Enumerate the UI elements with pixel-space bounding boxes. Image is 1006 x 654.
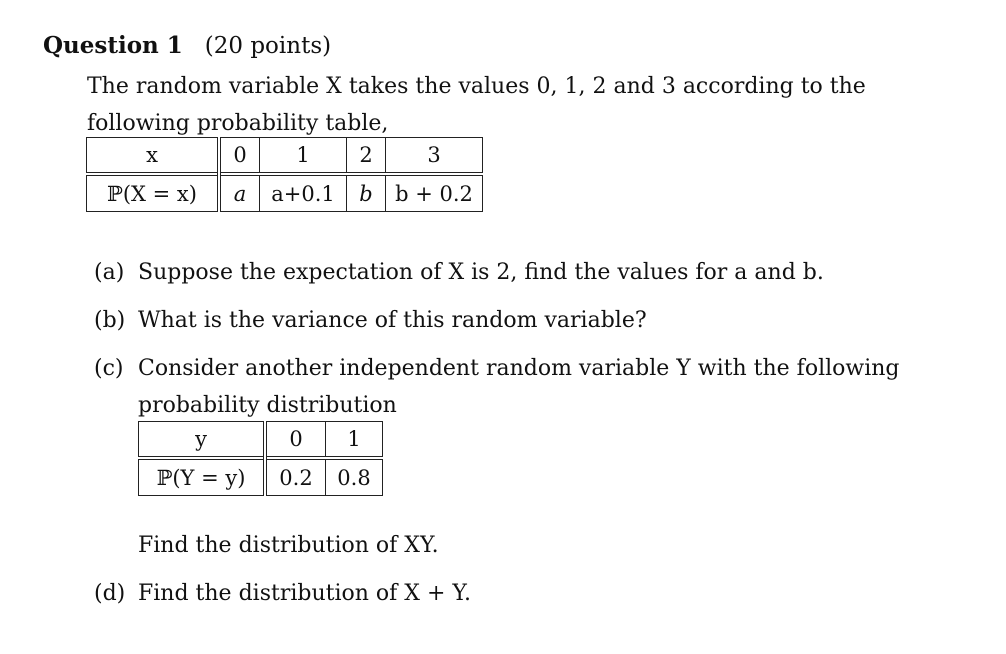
table-row xyxy=(139,458,383,496)
question-title: Question 1 xyxy=(43,32,183,59)
table-cell: 3 xyxy=(386,138,483,175)
intro-paragraph: The random variable X takes the values 0, 1, 2 and 3 according to the following probability table, xyxy=(87,74,866,136)
part-c xyxy=(94,350,964,430)
table-cell: ℙ(X = x) xyxy=(87,174,220,212)
table-cell: b + 0.2 xyxy=(386,174,483,212)
table-header-row xyxy=(139,422,383,459)
probability-table-x xyxy=(86,137,483,212)
part-label: (d) xyxy=(94,581,126,606)
part-text: Suppose the expectation of X is 2, find the values for a and b. xyxy=(138,260,824,285)
question-heading xyxy=(43,30,331,62)
part-d xyxy=(94,575,954,612)
table-cell: 1 xyxy=(326,422,383,459)
table-cell: 0.8 xyxy=(326,458,383,496)
part-label: (a) xyxy=(94,260,125,285)
part-text: Find the distribution of X + Y. xyxy=(138,581,472,606)
table-cell: 0 xyxy=(219,138,260,175)
part-text: What is the variance of this random variable? xyxy=(138,308,647,333)
part-c-followup: Find the distribution of XY. xyxy=(138,533,439,558)
table-cell: a xyxy=(219,174,260,212)
table-row xyxy=(87,174,483,212)
part-b xyxy=(94,302,954,339)
table-cell: 0.2 xyxy=(265,458,326,496)
table-cell: ℙ(Y = y) xyxy=(139,458,266,496)
table-cell: x xyxy=(87,138,220,175)
table-cell: a+0.1 xyxy=(260,174,347,212)
question-points: (20 points) xyxy=(204,33,332,59)
table-cell: b xyxy=(347,174,386,212)
table-cell: 0 xyxy=(265,422,326,459)
table-cell: 1 xyxy=(260,138,347,175)
table-cell: y xyxy=(139,422,266,459)
table-header-row xyxy=(87,138,483,175)
table-cell: 2 xyxy=(347,138,386,175)
part-label: (b) xyxy=(94,308,126,333)
part-text: Consider another independent random variable Y with the following probability distribution xyxy=(138,356,900,418)
part-label: (c) xyxy=(94,356,124,381)
part-a xyxy=(94,254,954,291)
probability-table-y xyxy=(138,421,383,496)
